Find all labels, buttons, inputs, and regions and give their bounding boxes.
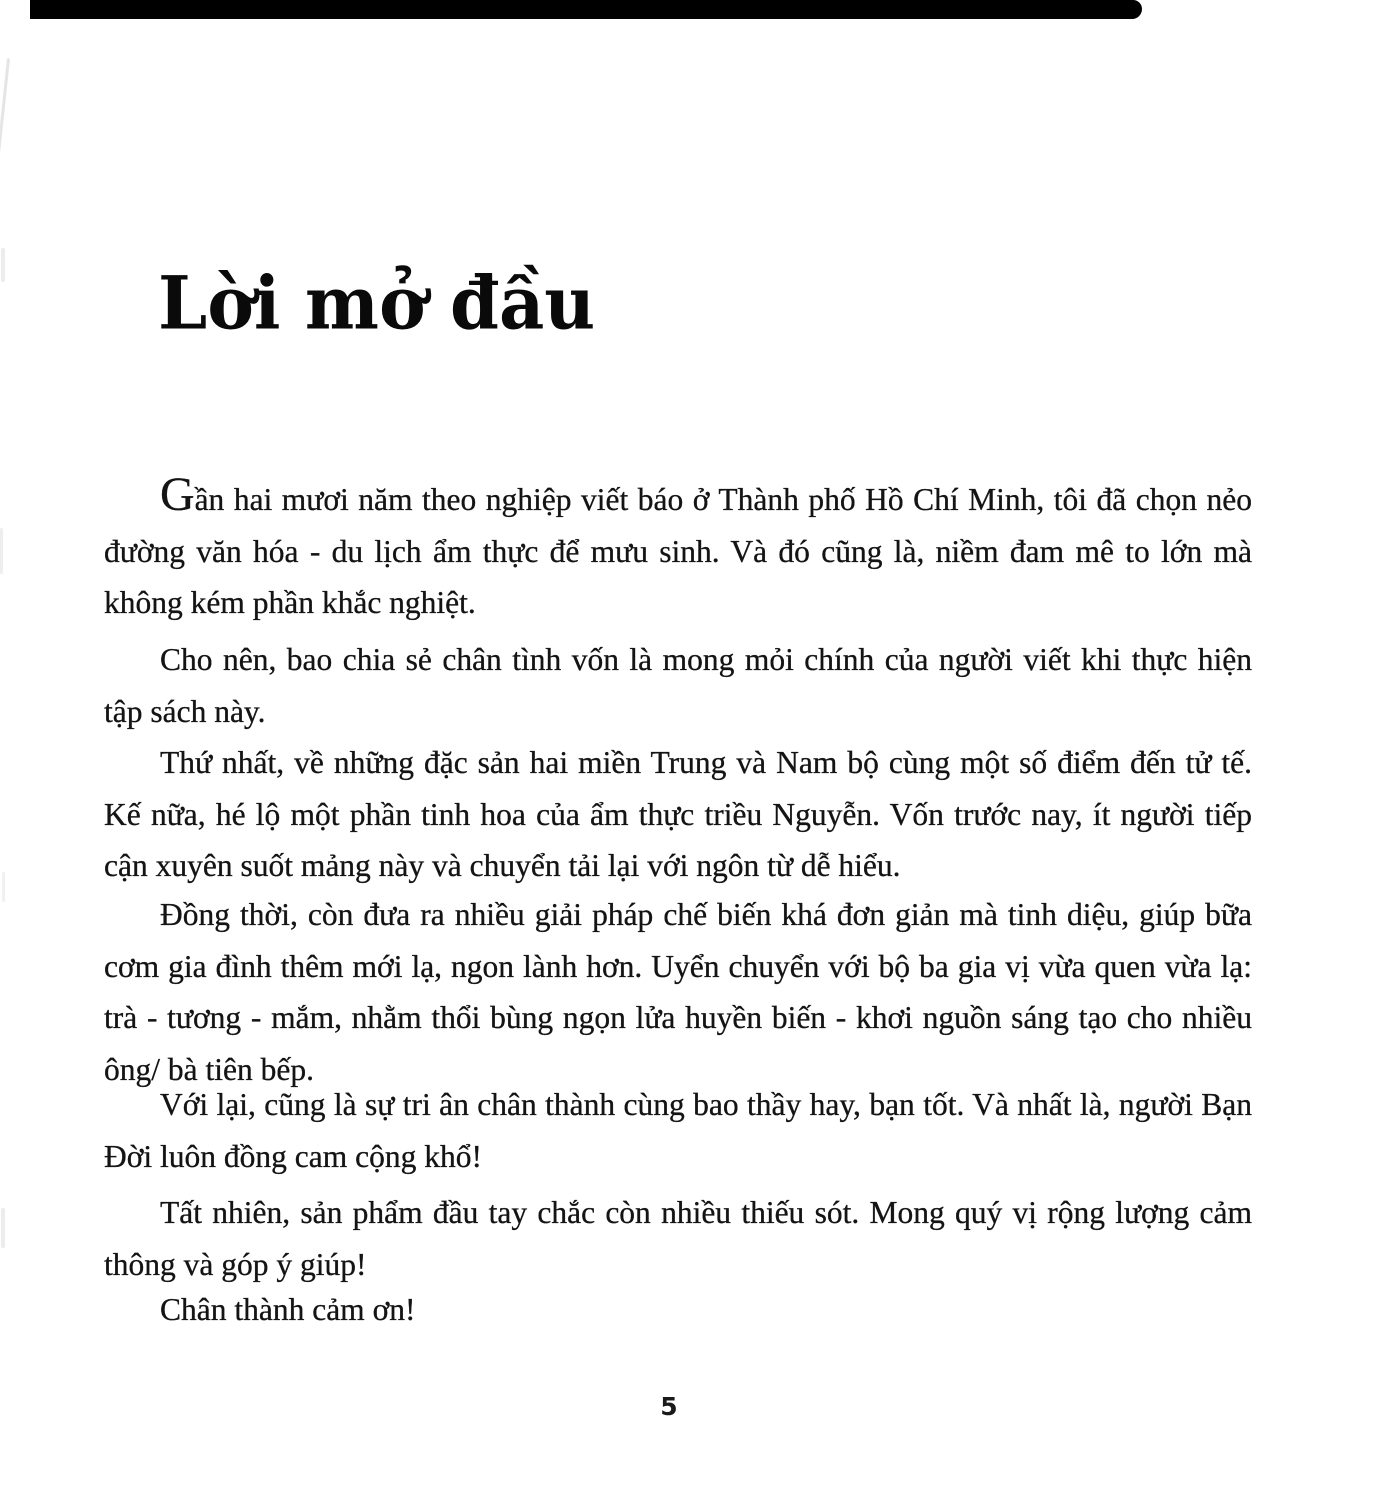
paragraph-5: Với lại, cũng là sự tri ân chân thành cùng bao thầy hay, bạn tốt. Và nhất là, người Bạn Đời luôn đồng cam cộng khổ! — [104, 1087, 1252, 1174]
paragraph-4: Đồng thời, còn đưa ra nhiều giải pháp chế biến khá đơn giản mà tinh diệu, giúp bữa cơm gia đình thêm mới lạ, ngon lành hơn. Uyển chuyển với bộ ba gia vị vừa quen vừa lạ: trà - tương - mắm, nhằm thổi bùng ngọn lửa huyền biến - khơi nguồn sáng tạo cho nhiều ông/ bà tiên bếp. — [104, 897, 1252, 1087]
scan-artifact-edge-mark — [0, 58, 10, 154]
page-number: 5 — [660, 1392, 678, 1421]
paragraph-7: Chân thành cảm ơn! — [160, 1292, 416, 1327]
scan-artifact-edge-mark — [0, 528, 3, 574]
scan-artifact-edge-mark — [2, 872, 5, 902]
paragraph-2: Cho nên, bao chia sẻ chân tình vốn là mong mỏi chính của người viết khi thực hiện tập sách này. — [104, 642, 1252, 729]
scan-artifact-top-bar — [30, 0, 1142, 19]
scan-artifact-edge-mark — [1, 248, 5, 282]
paragraph-1: Gần hai mươi năm theo nghiệp viết báo ở Thành phố Hồ Chí Minh, tôi đã chọn nẻo đường văn hóa - du lịch ẩm thực để mưu sinh. Và đó cũng là, niềm đam mê to lớn mà không kém phần khắc nghiệt. — [104, 468, 1252, 620]
paragraph-6: Tất nhiên, sản phẩm đầu tay chắc còn nhiều thiếu sót. Mong quý vị rộng lượng cảm thông và góp ý giúp! — [104, 1195, 1252, 1282]
chapter-title: Lời mở đầu — [158, 259, 596, 347]
paragraph-3: Thứ nhất, về những đặc sản hai miền Trung và Nam bộ cùng một số điểm đến tử tế. Kế nữa, hé lộ một phần tinh hoa của ẩm thực triều Nguyễn. Vốn trước nay, ít người tiếp cận xuyên suốt mảng này và chuyển tải lại với ngôn từ dễ hiểu. — [104, 745, 1252, 883]
scan-artifact-edge-mark — [1, 1208, 5, 1248]
